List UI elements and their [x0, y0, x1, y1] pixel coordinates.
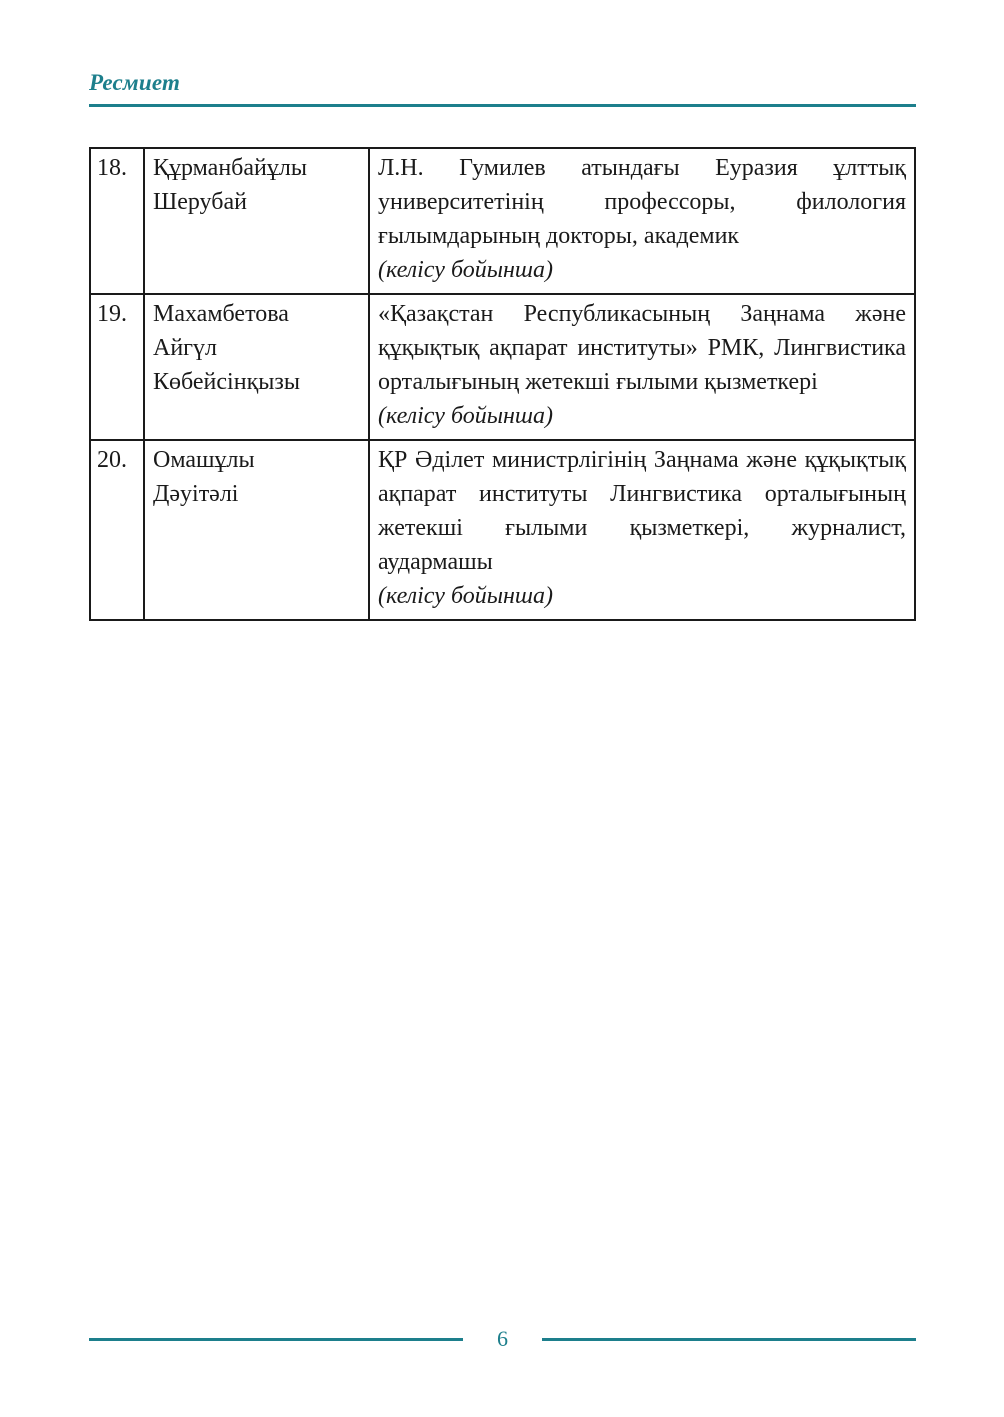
table-row	[90, 148, 915, 294]
running-header-title: Ресмиет	[89, 70, 181, 95]
member-name-line: Омашұлы	[153, 447, 255, 473]
agreement-note: (келісу бойынша)	[378, 257, 553, 283]
row-number: 18.	[90, 148, 144, 294]
member-name-cell	[144, 294, 369, 440]
member-name-line: Дәуітәлі	[153, 481, 239, 507]
member-name-line: Айгүл	[153, 335, 217, 361]
agreement-note: (келісу бойынша)	[378, 403, 553, 429]
table-row	[90, 440, 915, 620]
agreement-note: (келісу бойынша)	[378, 583, 553, 609]
member-name-line: Құрманбайұлы	[153, 155, 307, 181]
members-table	[89, 147, 916, 621]
row-number: 19.	[90, 294, 144, 440]
member-description: «Қазақстан Республикасының Заңнама және құқықтық ақпарат институты» РМК, Лингвистика орталығының жетекші ғылыми қызметкері	[378, 301, 906, 395]
table-row	[90, 294, 915, 440]
member-name-line: Көбейсінқызы	[153, 369, 300, 395]
header-rule	[89, 104, 916, 107]
page-number: 6	[497, 1326, 508, 1351]
member-description-cell	[369, 440, 915, 620]
member-name-cell	[144, 148, 369, 294]
footer-rule-left	[89, 1338, 463, 1341]
member-name-line: Шерубай	[153, 189, 247, 215]
member-description-cell	[369, 148, 915, 294]
member-description-cell	[369, 294, 915, 440]
member-description: ҚР Әділет министрлігінің Заңнама және құқықтық ақпарат институты Лингвистика орталығының жетекші ғылыми қызметкері, журналист, аудармашы	[378, 447, 906, 575]
member-description: Л.Н. Гумилев атындағы Еуразия ұлттық университетінің профессоры, филология ғылымдарының докторы, академик	[378, 155, 906, 249]
member-name-line: Махамбетова	[153, 301, 289, 327]
footer-rule-right	[542, 1338, 916, 1341]
member-name-cell	[144, 440, 369, 620]
row-number: 20.	[90, 440, 144, 620]
